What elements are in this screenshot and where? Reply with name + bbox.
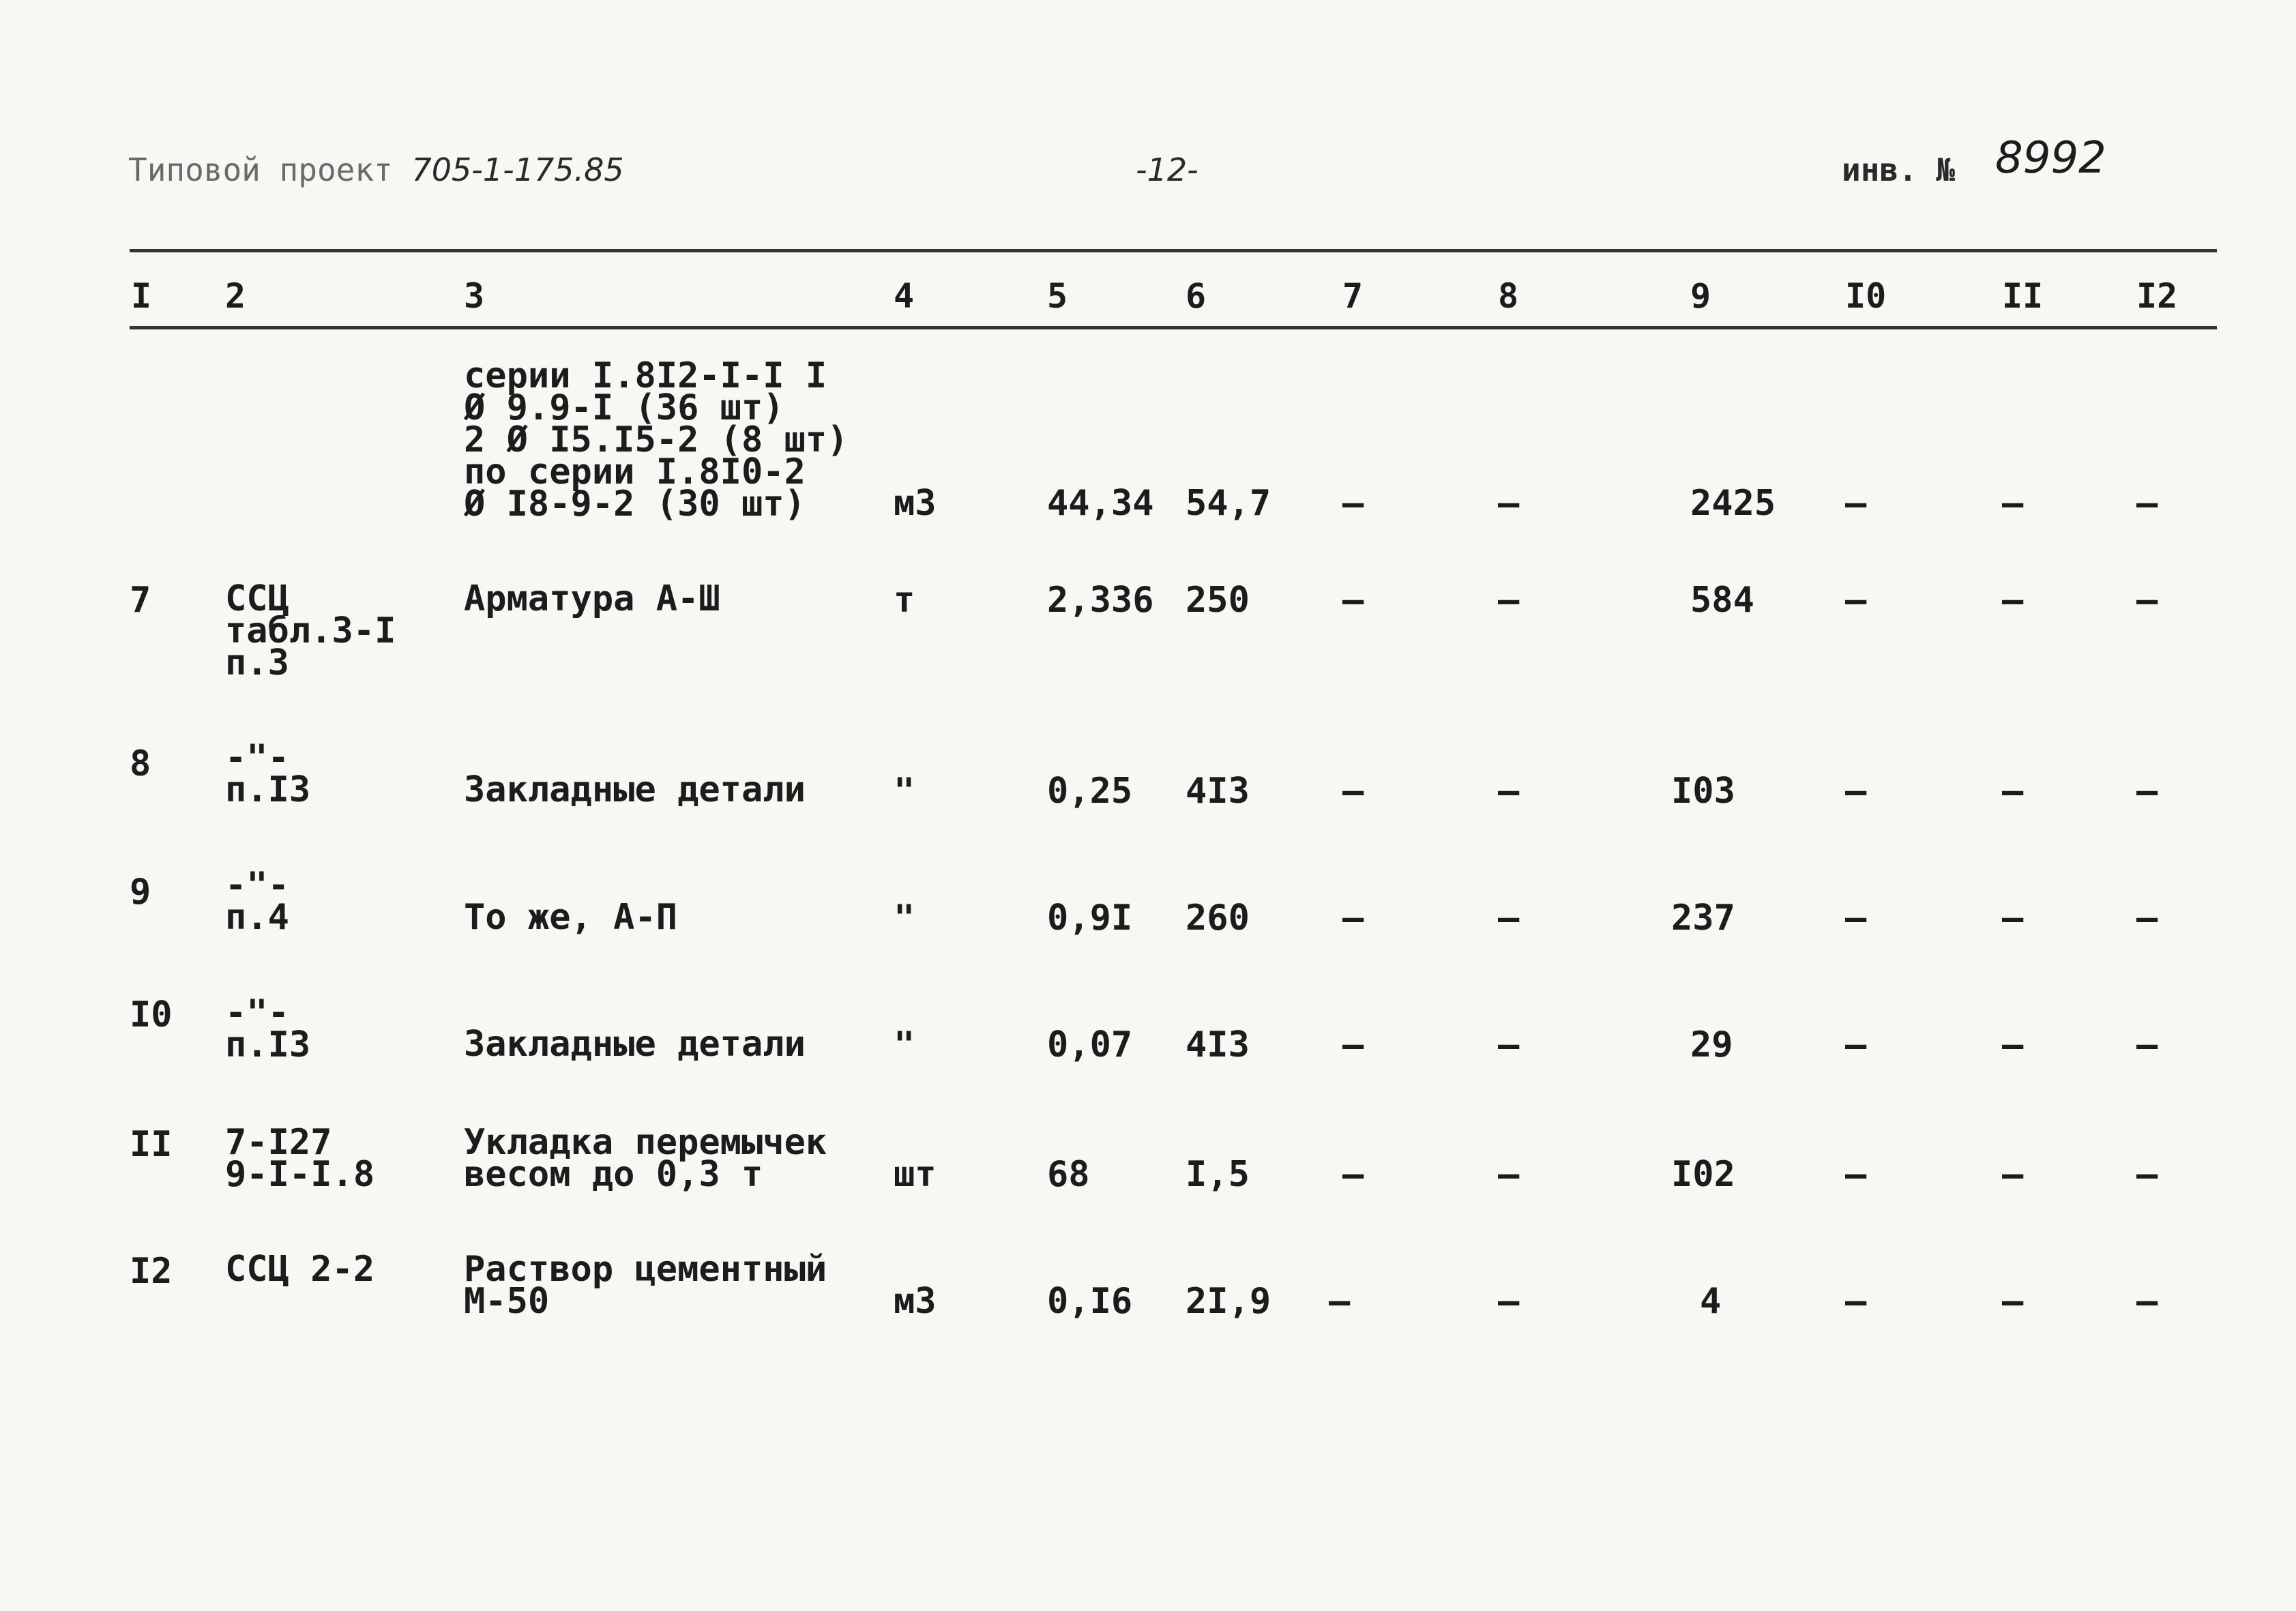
table-top-rule (130, 249, 2217, 252)
row-quantity: 0,07 (1047, 1024, 1133, 1065)
row-unit-price: 4I3 (1186, 1024, 1250, 1065)
row-quantity: 2,336 (1047, 580, 1154, 621)
row-col11: – (2002, 1281, 2024, 1322)
row-quantity: 0,I6 (1047, 1281, 1133, 1322)
row-col8: – (1498, 580, 1520, 621)
row-col7: – (1342, 483, 1364, 524)
row-col10: – (1845, 1154, 1867, 1195)
row-quantity: 68 (1047, 1154, 1090, 1195)
column-number: 7 (1342, 276, 1364, 316)
row-col10: – (1845, 1024, 1867, 1065)
row-total: I02 (1671, 1154, 1735, 1195)
row-col10: – (1845, 898, 1867, 938)
row-name: Раствор цементный М-50 (464, 1249, 827, 1322)
inventory-label: инв. № (1842, 151, 1956, 188)
row-total: 2425 (1690, 483, 1776, 524)
row-name: Укладка перемычек весом до 0,3 т (464, 1122, 827, 1195)
page-number: -12- (1136, 151, 1198, 188)
row-col8: – (1498, 483, 1520, 524)
row-col7: – (1342, 580, 1364, 621)
row-col7: – (1342, 771, 1364, 812)
row-total: 237 (1671, 898, 1735, 938)
row-unit: м3 (894, 1281, 937, 1322)
column-number: 2 (225, 276, 246, 316)
row-name: То же, А-П (464, 897, 678, 938)
row-total: 29 (1690, 1024, 1733, 1065)
row-col12: – (2136, 1154, 2158, 1195)
row-total: 584 (1690, 580, 1754, 621)
row-number: 9 (130, 872, 151, 913)
row-unit-price: 54,7 (1186, 483, 1271, 524)
row-col11: – (2002, 771, 2024, 812)
row-col11: – (2002, 1154, 2024, 1195)
inventory-number: 8992 (1995, 133, 2106, 183)
row-col12: – (2136, 1281, 2158, 1322)
row-unit: м3 (894, 483, 937, 524)
row-col8: – (1498, 771, 1520, 812)
row-col12: – (2136, 771, 2158, 812)
row-number: 7 (130, 580, 151, 621)
row-col10: – (1845, 483, 1867, 524)
row-col7: – (1342, 898, 1364, 938)
row-number: I2 (130, 1251, 173, 1292)
page-header (128, 151, 624, 188)
row-unit-price: I,5 (1186, 1154, 1250, 1195)
row-unit-price: 4I3 (1186, 771, 1250, 812)
row-col10: – (1845, 771, 1867, 812)
row-name: Арматура А-Ш (464, 578, 720, 619)
row-name: серии I.8I2-I-I I Ø 9.9-I (36 шт) 2 Ø I5.I5-2 (8 шт) по серии I.8I0-2 Ø I8-9-2 (30 шт) (464, 355, 849, 524)
column-number: 4 (894, 276, 915, 316)
row-basis: -"- п.4 (225, 865, 289, 938)
row-basis: -"- п.I3 (225, 737, 311, 810)
row-name: Закладные детали (464, 1024, 806, 1065)
row-basis: ССЦ табл.3-I п.3 (225, 578, 396, 683)
column-number: I0 (1845, 276, 1887, 316)
row-quantity: 0,9I (1047, 898, 1133, 938)
column-number: 5 (1047, 276, 1068, 316)
column-number: 3 (464, 276, 485, 316)
row-unit: т (894, 580, 915, 621)
row-col12: – (2136, 483, 2158, 524)
column-number: 6 (1186, 276, 1207, 316)
row-col11: – (2002, 483, 2024, 524)
row-unit-price: 260 (1186, 898, 1250, 938)
row-col8: – (1498, 1024, 1520, 1065)
row-col10: – (1845, 1281, 1867, 1322)
row-col11: – (2002, 898, 2024, 938)
row-col8: – (1498, 898, 1520, 938)
row-basis: -"- п.I3 (225, 992, 311, 1065)
row-col7: – (1342, 1154, 1364, 1195)
row-col7: – (1342, 1024, 1364, 1065)
row-name: Закладные детали (464, 769, 806, 810)
row-total: 4 (1700, 1281, 1722, 1322)
row-basis: ССЦ 2-2 (225, 1249, 375, 1290)
row-col10: – (1845, 580, 1867, 621)
column-number: 8 (1498, 276, 1519, 316)
row-col12: – (2136, 580, 2158, 621)
row-col8: – (1498, 1281, 1520, 1322)
column-number: 9 (1690, 276, 1711, 316)
row-number: I0 (130, 994, 173, 1035)
row-quantity: 0,25 (1047, 771, 1133, 812)
table-header-rule (130, 326, 2217, 329)
row-unit-price: 2I,9 (1186, 1281, 1271, 1322)
row-total: I03 (1671, 771, 1735, 812)
row-basis: 7-I27 9-I-I.8 (225, 1122, 375, 1195)
row-unit: " (894, 898, 915, 938)
row-unit: шт (894, 1154, 937, 1195)
row-quantity: 44,34 (1047, 483, 1154, 524)
row-unit-price: 250 (1186, 580, 1250, 621)
row-unit: " (894, 771, 915, 812)
row-col7: – (1329, 1281, 1351, 1322)
row-col11: – (2002, 1024, 2024, 1065)
row-col11: – (2002, 580, 2024, 621)
row-col12: – (2136, 1024, 2158, 1065)
project-prefix: Типовой проект (128, 151, 393, 188)
row-number: II (130, 1124, 173, 1165)
row-col8: – (1498, 1154, 1520, 1195)
row-number: 8 (130, 743, 151, 784)
column-number: I (131, 276, 152, 316)
project-code: 705-1-175.85 (411, 151, 624, 188)
column-number: I2 (2136, 276, 2178, 316)
row-col12: – (2136, 898, 2158, 938)
row-unit: " (894, 1024, 915, 1065)
column-number: II (2002, 276, 2044, 316)
